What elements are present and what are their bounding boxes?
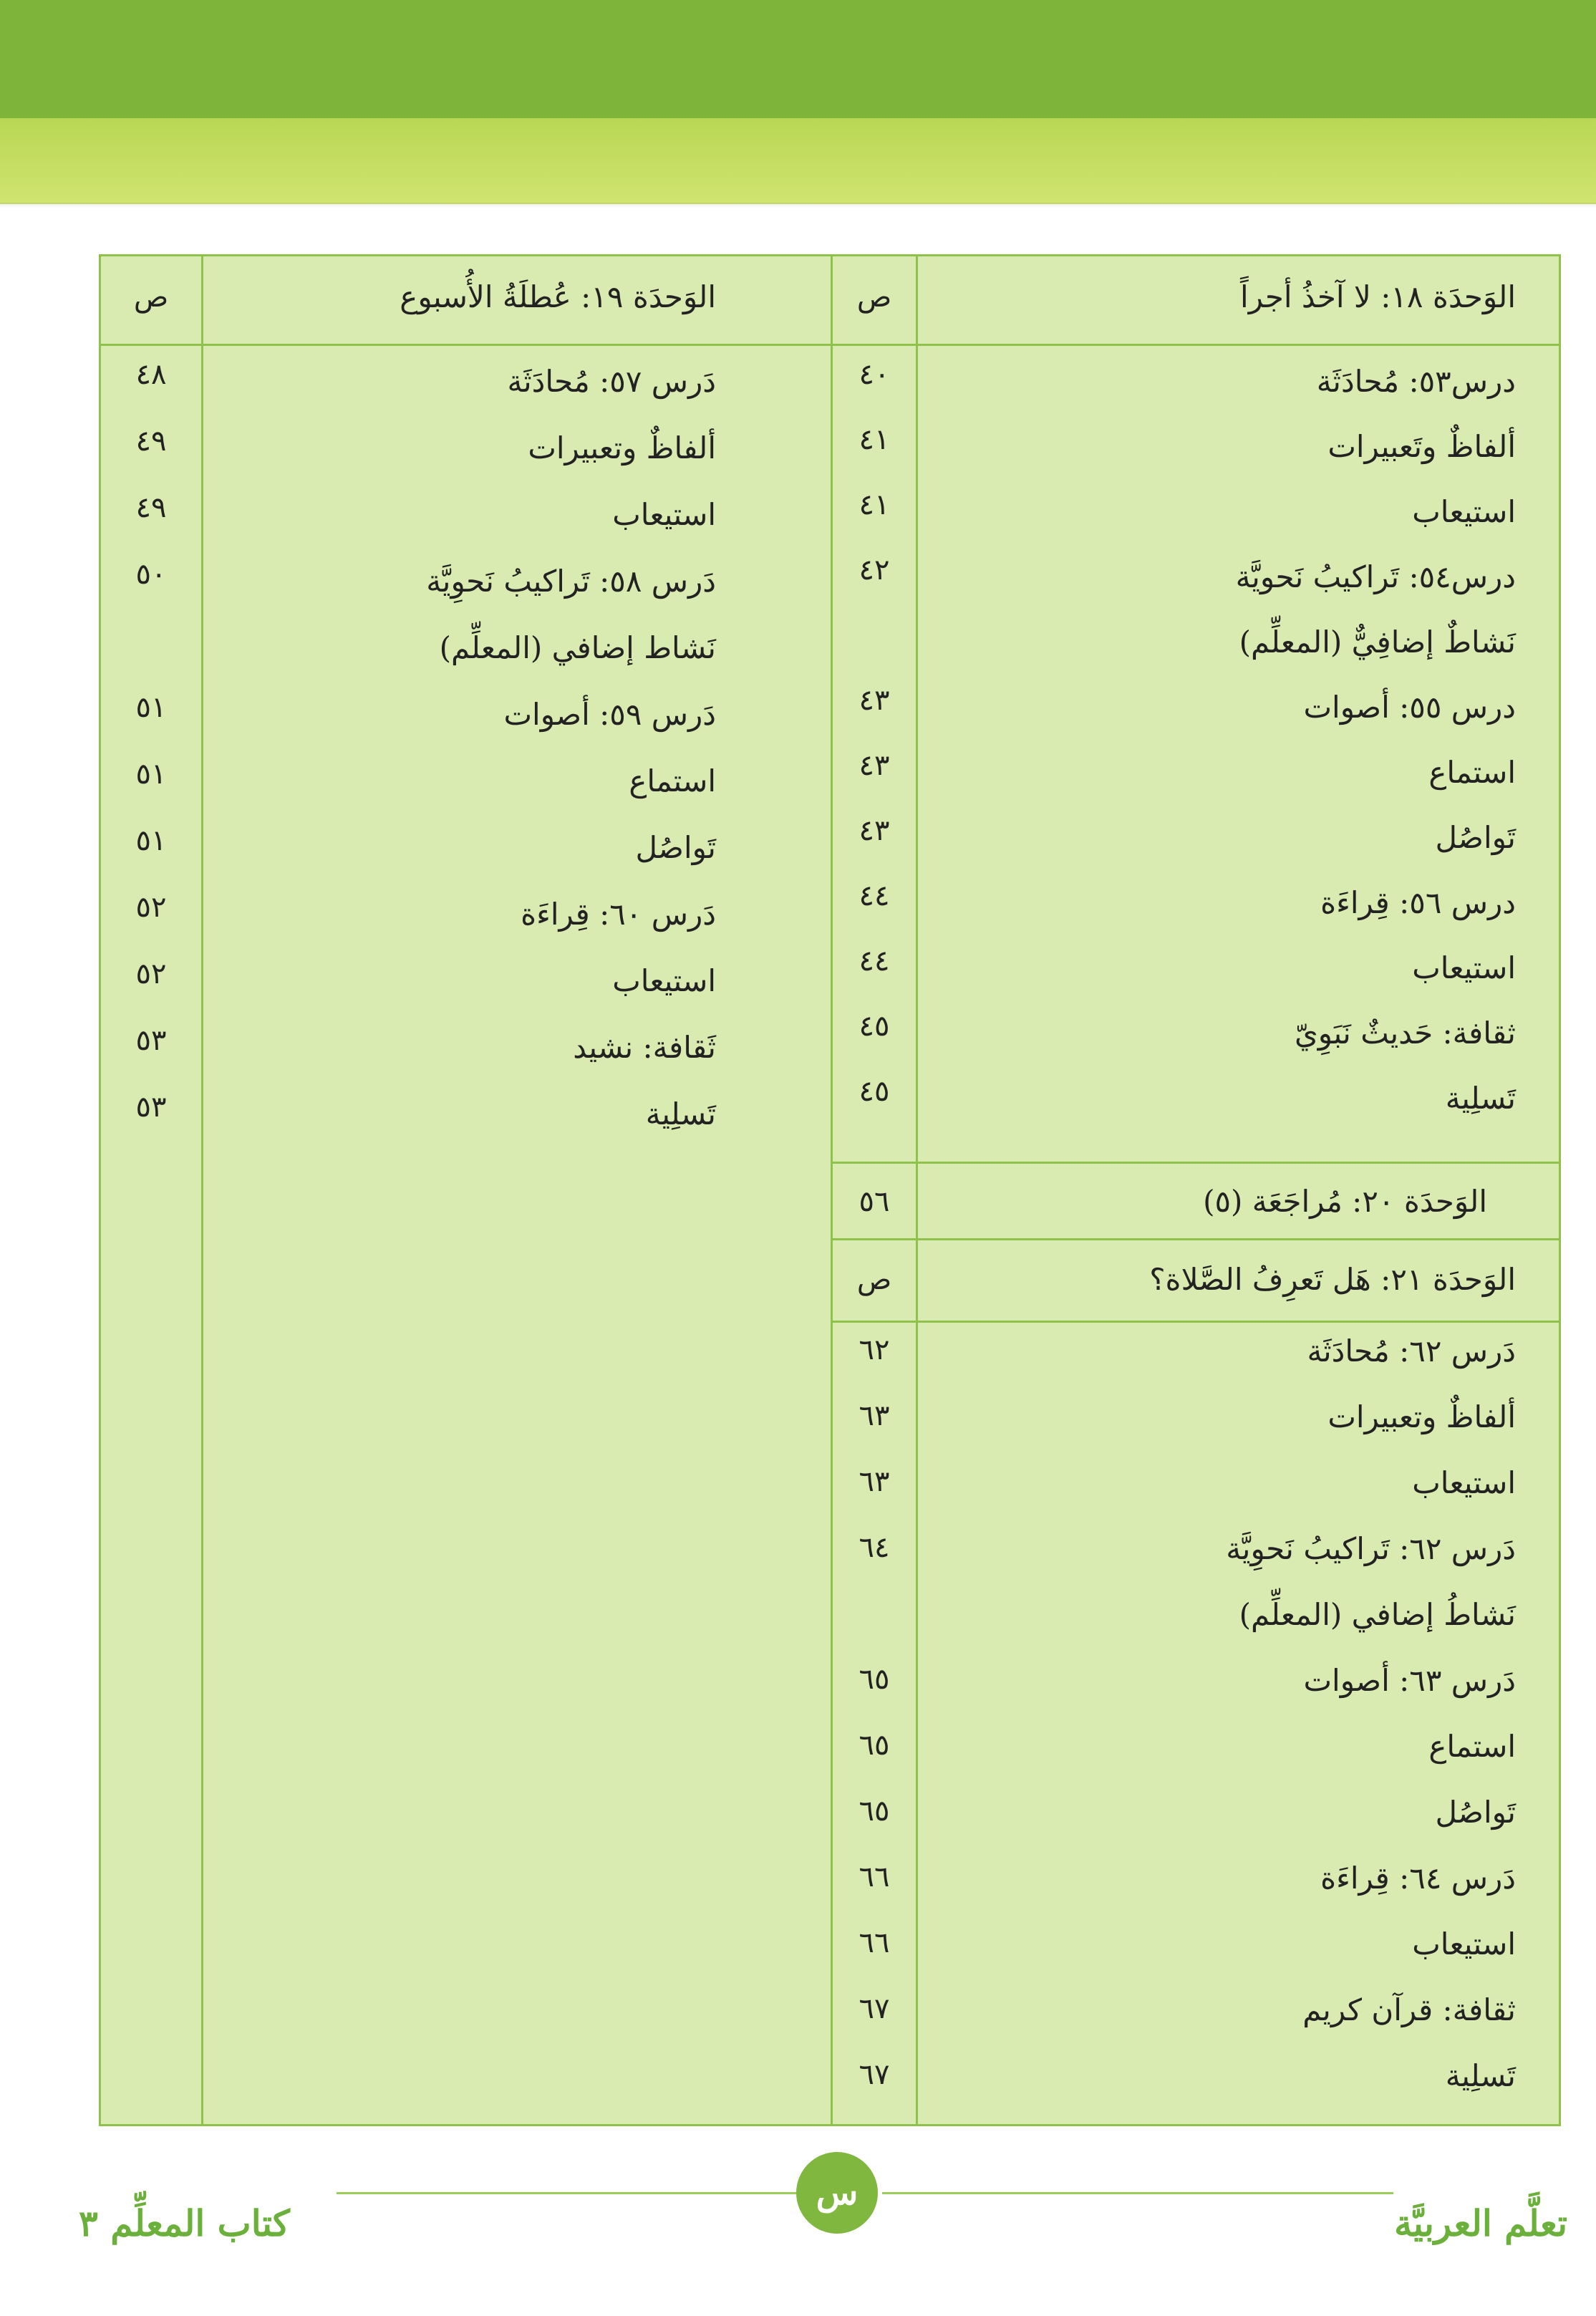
toc-entry-page: ٤٣ — [859, 814, 890, 847]
band-shadow — [0, 203, 1596, 208]
page-column-header: ص — [133, 281, 169, 314]
toc-entry-page: ٦٦ — [859, 1861, 890, 1893]
toc-entry-label: استيعاب — [1412, 494, 1516, 529]
unit21-title: الوَحدَة ٢١: هَل تَعرِفُ الصَّلاة؟ — [1149, 1262, 1516, 1297]
toc-entry-label: استيعاب — [612, 963, 716, 998]
toc-entry-label: درس ٥٥: أصوات — [1303, 690, 1516, 725]
footer-rule-right — [882, 2192, 1393, 2194]
toc-entry-page: ٥٠ — [135, 558, 167, 591]
toc-entry-label: دَرس ٥٧: مُحادَثَة — [507, 364, 716, 399]
toc-entry-label: دَرس ٥٩: أصوات — [503, 697, 716, 732]
toc-entry-page: ٦٣ — [859, 1465, 890, 1498]
toc-entry-label: تَواصُل — [1435, 1795, 1516, 1830]
toc-entry-page: ٦٢ — [859, 1333, 890, 1366]
column-divider — [916, 256, 918, 1162]
toc-entry-label: استيعاب — [1412, 1926, 1516, 1962]
toc-entry-label: نَشاط إضافي (المعلِّم) — [439, 630, 716, 665]
header-divider — [833, 344, 1559, 346]
toc-entry-page: ٤٤ — [859, 879, 890, 912]
toc-entry-page: ٦٣ — [859, 1399, 890, 1432]
toc-entry-page: ٦٦ — [859, 1926, 890, 1959]
toc-entry-label: استماع — [629, 763, 716, 798]
page-column-header: ص — [856, 281, 892, 314]
unit18-title: الوَحدَة ١٨: لا آخذُ أجراً — [1240, 279, 1516, 314]
toc-entry-label: درس ٥٦: قِراءَة — [1320, 885, 1516, 920]
toc-entry-label: تَسلِية — [645, 1096, 716, 1132]
toc-entry-label: استماع — [1428, 1729, 1516, 1764]
toc-entry-page: ٥٢ — [135, 891, 167, 924]
toc-entry-page: ٤٩ — [135, 425, 167, 458]
toc-entry-page: ٤٣ — [859, 684, 890, 717]
toc-entry-page: ٤٩ — [135, 491, 167, 524]
toc-entry-label: دَرس ٦٤: قِراءَة — [1320, 1861, 1516, 1896]
toc-entry-page: ٦٥ — [859, 1663, 890, 1696]
toc-entry-label: درس٥٣: مُحادَثَة — [1316, 364, 1516, 399]
toc-entry-label: تَسلِية — [1445, 1081, 1516, 1116]
toc-entry-page: ٦٤ — [859, 1531, 890, 1564]
toc-entry-label: دَرس ٦٢: تَراكيبُ نَحوِيَّة — [1226, 1531, 1516, 1566]
unit19-table — [99, 254, 833, 2126]
toc-entry-label: درس٥٤: تَراكيبُ نَحويَّة — [1235, 559, 1516, 594]
top-lime-band — [0, 118, 1596, 204]
toc-entry-label: دَرس ٦٠: قِراءَة — [521, 897, 716, 932]
column-divider — [916, 1164, 918, 1238]
toc-entry-label: دَرس ٥٨: تَراكيبُ نَحوِيَّة — [426, 564, 716, 599]
toc-entry-page: ٤١ — [859, 488, 890, 521]
toc-entry-page: ٦٥ — [859, 1795, 890, 1828]
toc-entry-label: تَواصُل — [635, 830, 716, 865]
toc-entry-page: ٥٣ — [135, 1091, 167, 1124]
unit20-title: الوَحدَة ٢٠: مُراجَعَة (٥) — [1203, 1184, 1487, 1219]
toc-entry-page: ٥٢ — [135, 957, 167, 990]
column-divider — [916, 1240, 918, 2124]
toc-entry-page: ٥١ — [135, 691, 167, 724]
footer-book-title: كتاب المعلِّم ٣ — [79, 2202, 290, 2244]
toc-entry-page: ٤٠ — [859, 358, 890, 391]
toc-entry-label: نَشاطٌ إضافِيٌّ (المعلِّم) — [1239, 624, 1516, 660]
toc-entry-page: ٦٥ — [859, 1729, 890, 1762]
column-divider — [201, 256, 203, 2124]
toc-entry-label: ألفاظٌ وتعبيرات — [1327, 1399, 1516, 1434]
toc-entry-label: استماع — [1428, 755, 1516, 790]
footer-series-title: تعلَّم العربيَّة — [1394, 2202, 1567, 2244]
toc-entry-label: تَواصُل — [1435, 820, 1516, 855]
toc-entry-label: نَشاطُ إضافي (المعلِّم) — [1239, 1597, 1516, 1632]
toc-entry-label: استيعاب — [612, 497, 716, 532]
toc-entry-label: ألفاظٌ وتعبيرات — [528, 430, 716, 465]
toc-entry-page: ٥١ — [135, 758, 167, 791]
top-green-band — [0, 0, 1596, 118]
toc-entry-page: ٤٨ — [135, 358, 167, 391]
toc-entry-page: ٤٥ — [859, 1075, 890, 1108]
toc-entry-label: ثَقافة: نشيد — [573, 1030, 716, 1065]
toc-entry-label: ثقافة: حَديثٌ نَبَوِيّ — [1294, 1015, 1516, 1051]
toc-entry-label: استيعاب — [1412, 1465, 1516, 1500]
toc-entry-page: ٤٣ — [859, 749, 890, 782]
unit20-table — [831, 1162, 1561, 1240]
unit19-title: الوَحدَة ١٩: عُطلَةُ الأُسبوع — [400, 279, 716, 314]
unit18-table — [831, 254, 1561, 1164]
toc-entry-page: ٥٣ — [135, 1024, 167, 1057]
unit20-page: ٥٦ — [859, 1185, 890, 1218]
header-divider — [833, 1321, 1559, 1323]
header-divider — [101, 344, 831, 346]
toc-entry-label: دَرس ٦٢: مُحادَثَة — [1307, 1333, 1516, 1369]
toc-entry-page: ٦٧ — [859, 2058, 890, 2091]
toc-entry-page: ٤٤ — [859, 945, 890, 978]
toc-entry-label: تَسلِية — [1445, 2058, 1516, 2093]
toc-entry-label: استيعاب — [1412, 950, 1516, 985]
toc-entry-label: دَرس ٦٣: أصوات — [1303, 1663, 1516, 1698]
footer-rule-left — [337, 2192, 802, 2194]
toc-entry-label: ألفاظٌ وتَعبيرات — [1327, 429, 1516, 464]
toc-entry-page: ٥١ — [135, 824, 167, 857]
page-column-header: ص — [856, 1263, 892, 1296]
unit21-table — [831, 1238, 1561, 2126]
page-number-badge: س — [796, 2152, 878, 2234]
toc-entry-page: ٤١ — [859, 423, 890, 456]
toc-entry-page: ٤٥ — [859, 1010, 890, 1043]
toc-entry-label: ثقافة: قرآن كريم — [1302, 1992, 1516, 2027]
toc-entry-page: ٤٢ — [859, 554, 890, 587]
toc-entry-page: ٦٧ — [859, 1992, 890, 2025]
